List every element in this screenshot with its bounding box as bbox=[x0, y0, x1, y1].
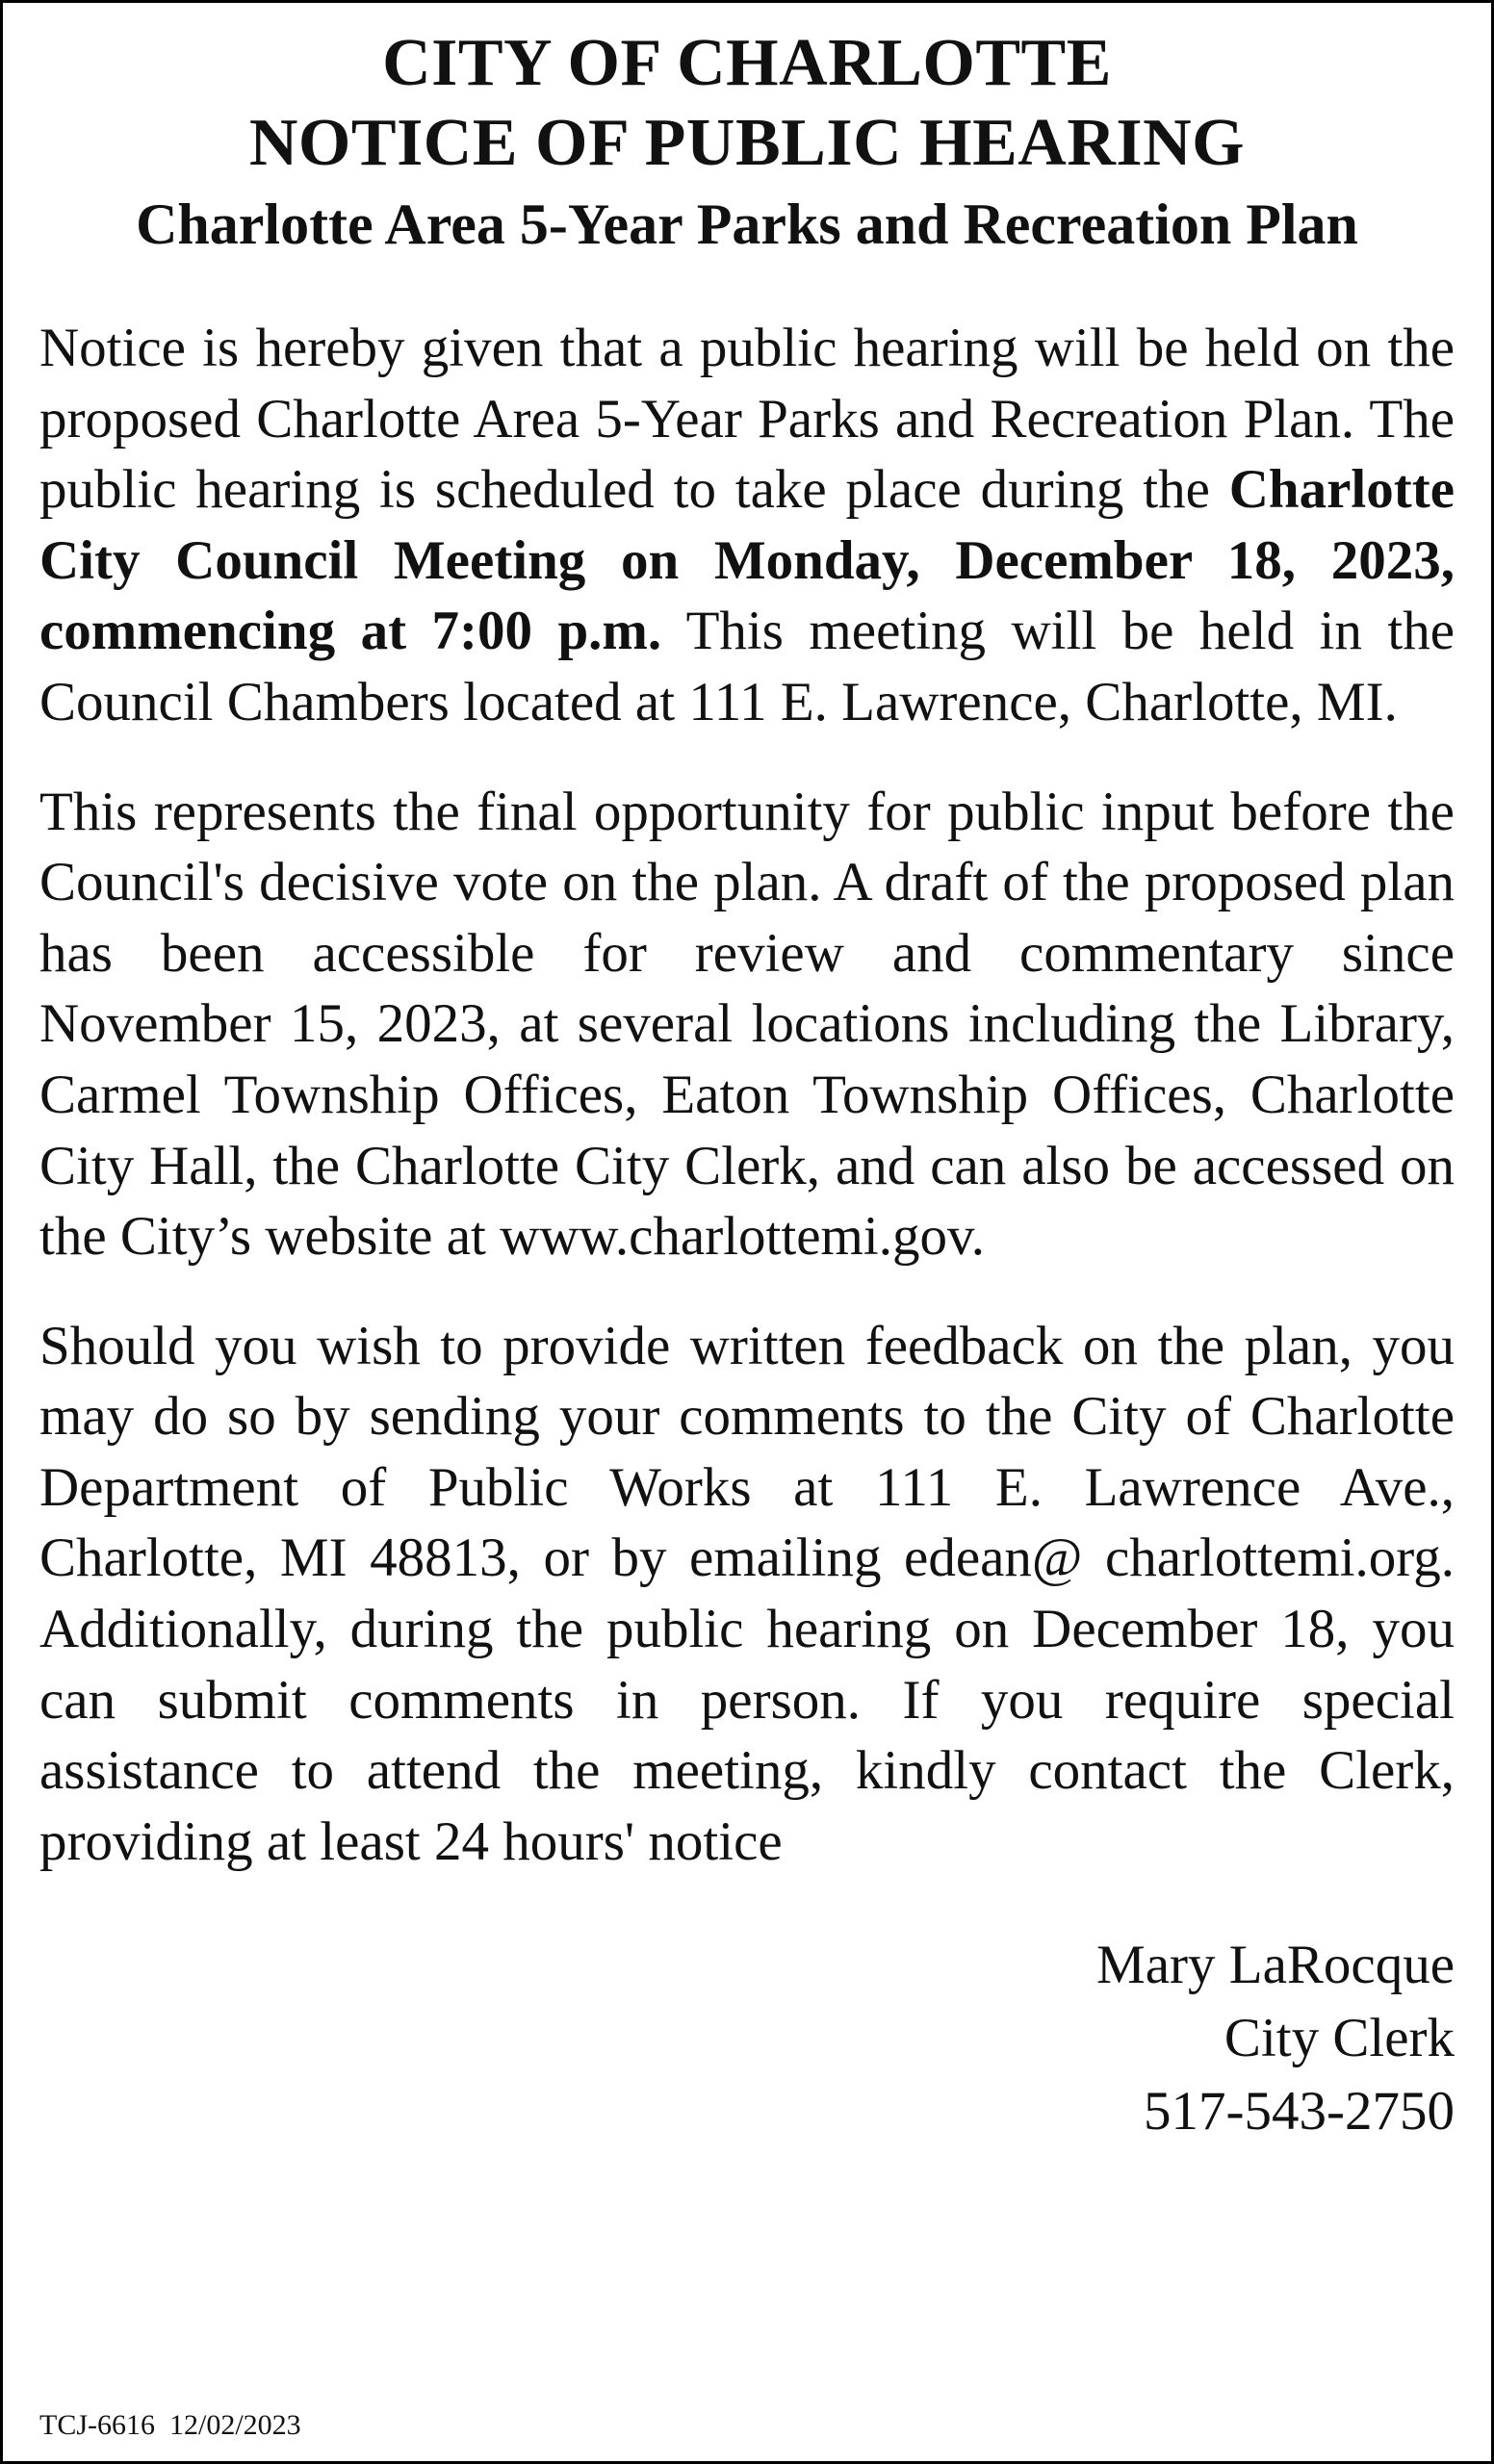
clerk-phone: 517-543-2750 bbox=[1144, 2081, 1455, 2143]
city-title: CITY OF CHARLOTTE bbox=[382, 26, 1112, 100]
clerk-title: City Clerk bbox=[1224, 2008, 1455, 2069]
paragraph-hearing-location: This meeting will be held in the Council Chambers located at 111 E. Lawrence, Charlotte, MI. bbox=[39, 601, 1455, 732]
paragraph-feedback: Should you wish to provide written feedback on the plan, you may do so by sending your comments to the City of Charlotte Department of Public Works at 111 E. Lawrence Ave., Charlotte, MI 48813, or by emailing edean@ charlottemi.org. Additionally, during the public hearing on December 18, you can submit comments in person. If you require special assistance to attend the meeting, kindly contact the Clerk, providing at least 24 hours' notice bbox=[39, 1315, 1455, 1872]
paragraph-hearing bbox=[39, 313, 1455, 738]
reference-code: TCJ-6616 bbox=[39, 2409, 155, 2441]
publication-date: 12/02/2023 bbox=[169, 2409, 301, 2441]
clerk-name: Mary LaRocque bbox=[1096, 1935, 1455, 1996]
signature-block bbox=[39, 1929, 1455, 2148]
paragraph-hearing-intro: Notice is hereby given that a public hearing will be held on the proposed Charlotte Area 5-Year Parks and Recreation Plan. The public hearing is scheduled to take place during the bbox=[39, 317, 1455, 521]
plan-title: Charlotte Area 5-Year Parks and Recreation Plan bbox=[136, 192, 1358, 257]
notice-footer bbox=[39, 2409, 301, 2442]
meeting-datetime: Charlotte City Council Meeting on Monday, December 18, 2023, commencing at 7:00 p.m. bbox=[39, 459, 1455, 662]
notice-header bbox=[39, 24, 1455, 259]
notice-body bbox=[39, 313, 1455, 1877]
notice-title: NOTICE OF PUBLIC HEARING bbox=[248, 105, 1246, 180]
paragraph-draft-availability: This represents the final opportunity for public input before the Council's decisive vote on the plan. A draft of the proposed plan has been accessible for review and commentary since November 15, 2023, at several locations including the Library, Carmel Township Offices, Eaton Township Offices, Charlotte City Hall, the Charlotte City Clerk, and can also be accessed on the City’s website at www.charlottemi.gov. bbox=[39, 781, 1455, 1268]
